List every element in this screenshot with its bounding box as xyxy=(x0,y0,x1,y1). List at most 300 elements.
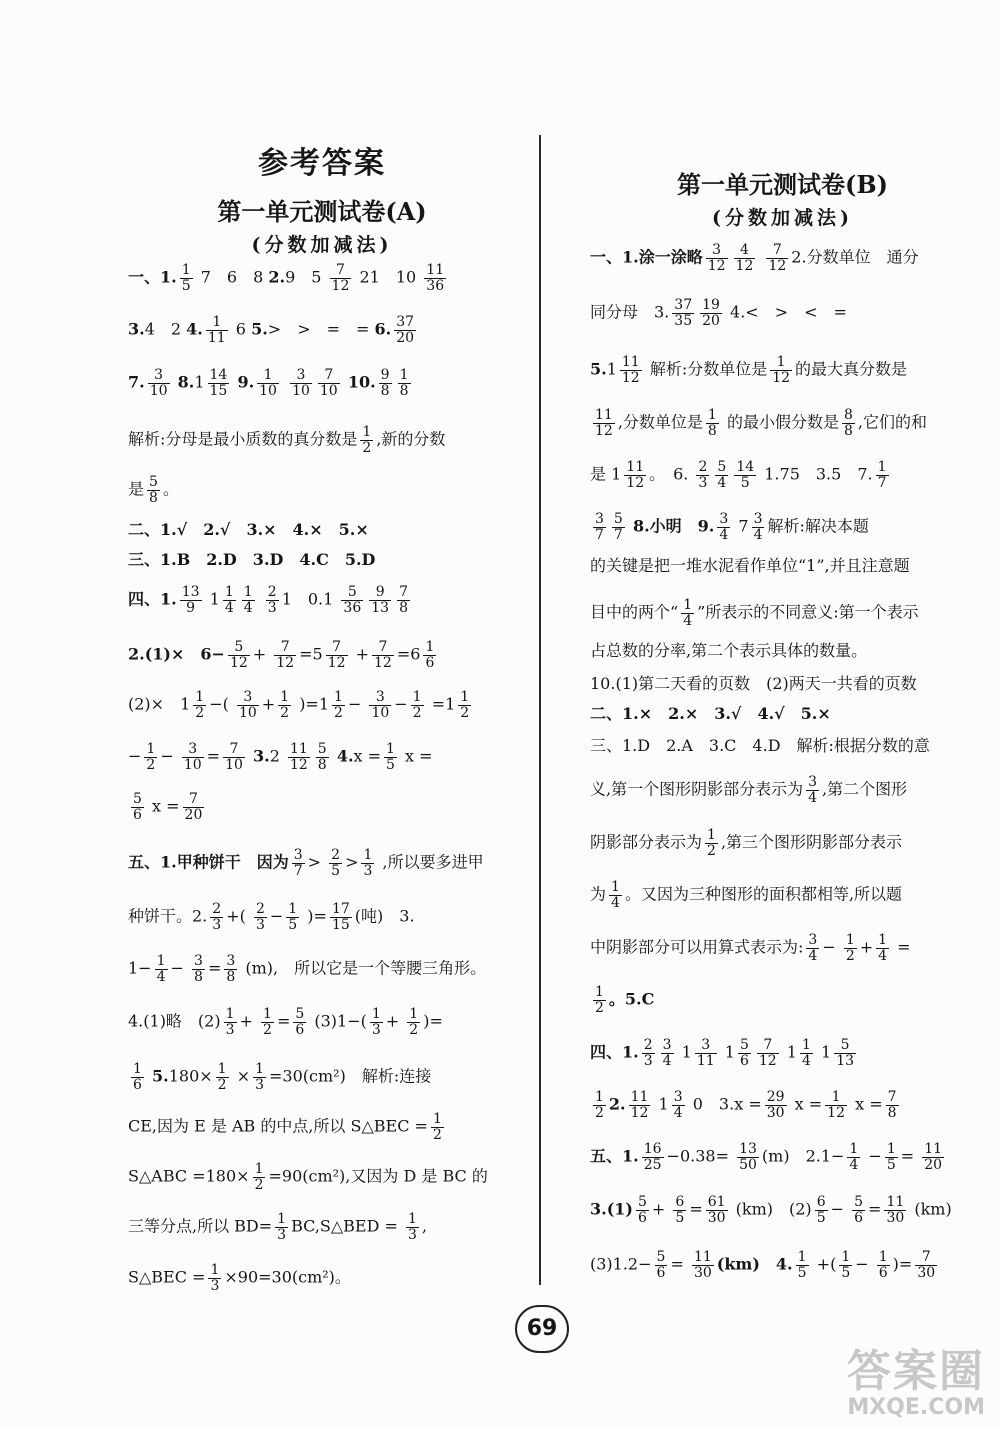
denominator: 12 xyxy=(331,277,350,294)
numerator: 1 xyxy=(181,262,191,278)
answer-text: − xyxy=(160,746,174,766)
answer-line xyxy=(128,1212,427,1242)
answer-text: 3. xyxy=(252,746,270,766)
fraction xyxy=(884,1195,906,1225)
answer-text: 种饼干。2. xyxy=(128,906,208,926)
answer-text: 是 xyxy=(128,479,145,499)
denominator: 6 xyxy=(295,1021,305,1038)
answer-line xyxy=(590,1142,947,1172)
answer-text: 6. xyxy=(374,319,392,339)
denominator: 3 xyxy=(698,474,708,491)
answer-text: = xyxy=(276,1011,291,1031)
numerator: 1 xyxy=(225,1006,235,1022)
denominator: 36 xyxy=(426,277,445,294)
fraction xyxy=(330,263,352,293)
fraction xyxy=(316,742,329,772)
numerator: 7 xyxy=(223,742,245,758)
answer-line xyxy=(590,243,919,273)
denominator: 6 xyxy=(854,1209,864,1226)
denominator: 3 xyxy=(255,916,265,933)
fraction xyxy=(180,263,193,293)
denominator: 8 xyxy=(380,382,390,399)
denominator: 7 xyxy=(595,526,604,543)
denominator: 20 xyxy=(396,329,415,346)
answer-text: + xyxy=(859,937,874,957)
denominator: 4 xyxy=(243,599,253,616)
numerator: 11 xyxy=(289,741,308,757)
denominator: 2 xyxy=(432,1126,442,1143)
answer-line xyxy=(590,828,902,858)
fraction xyxy=(182,742,204,772)
numerator: 1 xyxy=(849,1141,859,1157)
answer-text: 5. xyxy=(590,359,607,379)
numerator: 7 xyxy=(274,640,296,656)
answer-text: + xyxy=(385,1011,400,1031)
answer-text: 三等分点,所以 BD= xyxy=(128,1216,273,1236)
answer-line xyxy=(590,1250,940,1280)
fraction xyxy=(131,792,144,822)
denominator: 3 xyxy=(363,862,373,879)
answer-text: (km) xyxy=(914,1199,952,1219)
answer-line xyxy=(590,985,654,1015)
fraction xyxy=(661,1038,674,1068)
fraction xyxy=(757,1038,779,1068)
denominator: 9 xyxy=(186,599,196,616)
numerator: 1 xyxy=(877,459,887,475)
numerator: 1 xyxy=(409,1006,419,1022)
numerator: 11 xyxy=(626,459,645,475)
denominator: 6 xyxy=(425,654,435,671)
numerator: 2 xyxy=(255,901,265,917)
denominator: 5 xyxy=(797,1264,807,1281)
denominator: 25 xyxy=(643,1156,662,1173)
numerator: 1 xyxy=(280,689,290,705)
fraction xyxy=(274,640,296,670)
fraction xyxy=(398,368,411,398)
fraction xyxy=(384,742,397,772)
answer-text: × xyxy=(236,1066,251,1086)
denominator: 11 xyxy=(207,329,226,346)
numerator: 1 xyxy=(707,827,716,843)
answer-text: )= xyxy=(423,1011,443,1031)
answer-line xyxy=(128,792,207,822)
answer-text: 解析:分母是最小质数的真分数是 xyxy=(128,429,358,449)
answer-line xyxy=(590,933,911,963)
numerator: 3 xyxy=(226,953,236,969)
answer-text: 4 2 xyxy=(144,319,182,339)
answer-text: S△ABC =180× xyxy=(128,1166,250,1186)
denominator: 12 xyxy=(827,1104,845,1121)
numerator: 1 xyxy=(210,1262,220,1278)
fraction xyxy=(329,848,342,878)
numerator: 1 xyxy=(845,932,855,948)
watermark-logo xyxy=(805,1335,985,1420)
numerator: 6 xyxy=(816,1194,826,1210)
answer-text: (2)× 1 xyxy=(128,694,191,714)
fraction xyxy=(224,954,237,984)
numerator: 1 xyxy=(770,355,792,371)
answer-line xyxy=(128,315,419,345)
numerator: 37 xyxy=(396,314,415,330)
denominator: 10 xyxy=(319,382,338,399)
numerator: 5 xyxy=(228,640,250,656)
denominator: 12 xyxy=(229,654,248,671)
fraction xyxy=(180,585,202,615)
numerator: 2 xyxy=(643,1037,653,1053)
answer-text: BC,S△BED = xyxy=(291,1216,398,1236)
denominator: 8 xyxy=(843,422,853,439)
fraction xyxy=(922,1142,944,1172)
numerator: 4 xyxy=(734,243,756,259)
numerator: 1 xyxy=(399,367,409,383)
fraction xyxy=(192,954,205,984)
fraction xyxy=(624,460,646,490)
denominator: 6 xyxy=(133,1076,142,1093)
answer-text: 1− xyxy=(128,958,152,978)
fraction xyxy=(705,828,718,858)
numerator: 1 xyxy=(683,597,693,613)
numerator: 1 xyxy=(371,1006,381,1022)
answer-text: + xyxy=(355,644,370,664)
answer-line xyxy=(590,298,847,328)
denominator: 2 xyxy=(707,842,716,859)
fraction xyxy=(423,640,436,670)
numerator: 3 xyxy=(369,690,391,706)
answer-text: CE,因为 E 是 AB 的中点,所以 S△BEC = xyxy=(128,1116,428,1136)
answer-line: 占总数的分率,第二个表示具体的数量。 xyxy=(590,641,868,660)
fraction xyxy=(734,243,756,273)
answer-text: − xyxy=(347,694,362,714)
fraction xyxy=(411,690,424,720)
fraction xyxy=(696,460,709,490)
fraction xyxy=(361,848,374,878)
numerator: 1 xyxy=(243,584,253,600)
answer-text: 8. xyxy=(177,372,195,392)
denominator: 12 xyxy=(626,474,645,491)
fraction xyxy=(593,408,615,438)
denominator: 12 xyxy=(595,422,613,439)
denominator: 2 xyxy=(280,704,290,721)
answer-text: 五、1. xyxy=(590,1146,639,1166)
answer-text: − xyxy=(128,746,142,766)
numerator: 17 xyxy=(331,901,350,917)
denominator: 4 xyxy=(683,612,693,629)
answer-line: 的关键是把一堆水泥看作单位“1”,并且注意题 xyxy=(590,556,910,575)
denominator: 5 xyxy=(386,756,395,773)
answer-line xyxy=(128,640,439,670)
numerator: 1 xyxy=(412,689,422,705)
numerator: 61 xyxy=(707,1194,726,1210)
test-b-title: 第一单元测试卷(B) xyxy=(677,170,888,199)
answer-text: x = xyxy=(353,746,382,766)
answer-text: =30(cm²) 解析:连接 xyxy=(269,1066,432,1086)
denominator: 2 xyxy=(195,704,205,721)
denominator: 5 xyxy=(181,277,191,294)
denominator: 20 xyxy=(184,806,203,823)
fraction xyxy=(642,1038,655,1068)
answer-line xyxy=(128,690,474,720)
numerator: 11 xyxy=(595,407,613,423)
fraction xyxy=(431,1112,444,1142)
fraction xyxy=(360,425,373,455)
denominator: 6 xyxy=(739,1052,749,1069)
numerator: 1 xyxy=(707,407,717,423)
answer-line xyxy=(590,1195,952,1225)
numerator: 1 xyxy=(595,1089,604,1105)
numerator: 5 xyxy=(133,791,142,807)
answer-text: 一、1. xyxy=(128,267,177,287)
denominator: 3 xyxy=(267,599,277,616)
answer-text: 。 xyxy=(162,479,179,499)
page-number: 69 xyxy=(515,1305,569,1353)
answer-text: − xyxy=(822,937,836,957)
numerator: 1 xyxy=(254,1161,264,1177)
answer-text: 同分母 3. xyxy=(590,302,670,322)
fraction xyxy=(341,585,363,615)
answer-line: 三、1.D 2.A 3.C 4.D 解析:根据分数的意 xyxy=(590,736,930,755)
numerator: 6 xyxy=(675,1194,685,1210)
answer-text: 1 xyxy=(606,359,617,379)
fraction xyxy=(706,1195,728,1225)
answer-line: 10.(1)第二天看的页数 (2)两天一共看的页数 xyxy=(590,674,917,693)
numerator: 11 xyxy=(693,1249,712,1265)
numerator: 3 xyxy=(237,690,259,706)
denominator: 3 xyxy=(643,1052,653,1069)
denominator: 30 xyxy=(693,1264,712,1281)
fraction xyxy=(876,460,889,490)
denominator: 5 xyxy=(841,1264,851,1281)
answer-line xyxy=(590,598,919,628)
numerator: 2 xyxy=(698,459,708,475)
numerator: 7 xyxy=(757,1038,779,1054)
answer-text: 6 xyxy=(235,319,246,339)
denominator: 3 xyxy=(212,916,222,933)
fraction xyxy=(131,1062,144,1092)
answer-text: 为 xyxy=(590,884,607,904)
answer-text: = xyxy=(206,746,221,766)
test-b-subtitle: (分数加减法) xyxy=(712,207,853,229)
answer-text: 7. xyxy=(128,372,145,392)
answer-text: )=1 xyxy=(299,694,330,714)
numerator: 29 xyxy=(766,1089,785,1105)
fraction xyxy=(224,1007,237,1037)
fraction xyxy=(278,690,291,720)
answer-text: S△BEC = xyxy=(128,1267,206,1287)
denominator: 35 xyxy=(674,312,693,329)
fraction xyxy=(288,742,310,772)
answer-line xyxy=(128,475,179,505)
denominator: 3 xyxy=(277,1226,287,1243)
answer-line xyxy=(128,425,445,455)
numerator: 1 xyxy=(334,689,343,705)
fraction xyxy=(261,1007,274,1037)
numerator: 5 xyxy=(317,741,327,757)
denominator: 12 xyxy=(758,1052,777,1069)
numerator: 7 xyxy=(766,243,788,259)
answer-text: −( xyxy=(209,694,229,714)
numerator: 5 xyxy=(149,474,158,490)
fraction xyxy=(332,690,345,720)
numerator: 7 xyxy=(915,1250,937,1266)
answer-text: 是 1 xyxy=(590,464,622,484)
numerator: 3 xyxy=(695,1038,717,1054)
numerator: 5 xyxy=(656,1249,666,1265)
fraction xyxy=(844,933,857,963)
fraction xyxy=(877,1250,890,1280)
denominator: 7 xyxy=(613,526,623,543)
answer-text: 四、1. xyxy=(128,589,177,609)
numerator: 9 xyxy=(380,367,390,383)
fraction xyxy=(228,640,250,670)
answer-text: 5. xyxy=(251,319,268,339)
answer-text: ,第二个图形 xyxy=(822,779,908,799)
answer-text: +( xyxy=(226,906,246,926)
watermark-text: 答案圈 xyxy=(847,1346,985,1397)
fraction xyxy=(406,1212,419,1242)
denominator: 8 xyxy=(226,968,236,985)
numerator: 1 xyxy=(878,1249,888,1265)
denominator: 2 xyxy=(362,439,372,456)
answer-text: ×90=30(cm²)。 xyxy=(224,1267,351,1287)
fraction xyxy=(266,585,279,615)
fraction xyxy=(839,1250,852,1280)
fraction xyxy=(155,954,168,984)
answer-text: x = xyxy=(405,746,433,766)
fraction xyxy=(369,585,391,615)
fraction xyxy=(148,368,170,398)
denominator: 12 xyxy=(707,257,726,274)
answer-text: 1 xyxy=(681,1042,692,1062)
fraction xyxy=(876,933,889,963)
answer-line: 二、1.× 2.× 3.√ 4.√ 5.× xyxy=(590,704,831,723)
answer-text: 的最大真分数是 xyxy=(795,359,908,379)
denominator: 12 xyxy=(735,257,754,274)
answer-line xyxy=(590,880,902,910)
numerator: 3 xyxy=(290,368,312,384)
answer-text: 0 3. xyxy=(692,1094,735,1114)
denominator: 50 xyxy=(739,1156,757,1173)
denominator: 2 xyxy=(146,756,156,773)
answer-text: 7 6 8 xyxy=(200,267,264,287)
fraction xyxy=(885,1142,898,1172)
numerator: 8 xyxy=(843,407,853,423)
denominator: 2 xyxy=(412,704,422,721)
answer-text: ,第三个图形阴影部分表示 xyxy=(720,832,903,852)
numerator: 11 xyxy=(630,1089,649,1105)
fraction xyxy=(237,690,259,720)
fraction xyxy=(915,1250,937,1280)
answer-text: 四、1. xyxy=(590,1042,639,1062)
answer-text: )= xyxy=(307,906,327,926)
fraction xyxy=(593,1090,606,1120)
denominator: 30 xyxy=(886,1209,905,1226)
denominator: 4 xyxy=(662,1052,672,1069)
numerator: 7 xyxy=(183,792,205,808)
fraction xyxy=(706,243,728,273)
answer-line xyxy=(590,775,907,805)
fraction xyxy=(692,1250,714,1280)
fraction xyxy=(242,585,255,615)
test-a-subtitle: (分数加减法) xyxy=(251,234,393,256)
answer-text: 阴影部分表示为 xyxy=(590,832,703,852)
answer-text: 9. xyxy=(237,372,255,392)
denominator: 10 xyxy=(183,756,202,773)
answer-text: x = xyxy=(855,1094,883,1114)
fraction xyxy=(293,1007,306,1037)
answer-text: 10. xyxy=(347,372,376,392)
fraction xyxy=(290,368,312,398)
answer-text: 。又因为三种图形的面积都相等,所以题 xyxy=(624,884,903,904)
fraction xyxy=(636,1195,649,1225)
answer-text: =6 xyxy=(396,644,421,664)
numerator: 19 xyxy=(702,297,720,313)
denominator: 2 xyxy=(460,704,470,721)
watermark-url: MXQE.COM xyxy=(847,1395,985,1420)
fraction xyxy=(593,512,606,542)
answer-text: =5 xyxy=(299,644,323,664)
numerator: 2 xyxy=(331,847,341,863)
numerator: 5 xyxy=(341,585,363,601)
numerator: 1 xyxy=(146,741,156,757)
numerator: 3 xyxy=(673,1089,683,1105)
denominator: 8 xyxy=(399,599,408,616)
denominator: 12 xyxy=(630,1104,649,1121)
answer-text: − xyxy=(868,1146,882,1166)
denominator: 13 xyxy=(836,1052,855,1069)
test-a-title: 第一单元测试卷(A) xyxy=(217,197,427,226)
numerator: 3 xyxy=(808,932,818,948)
denominator: 2 xyxy=(595,999,604,1016)
numerator: 1 xyxy=(801,1037,811,1053)
numerator: 1 xyxy=(386,741,395,757)
denominator: 4 xyxy=(849,1156,859,1173)
numerator: 3 xyxy=(719,511,729,527)
numerator: 5 xyxy=(854,1194,864,1210)
numerator: 1 xyxy=(432,1111,442,1127)
answer-text: +( xyxy=(816,1254,837,1274)
fraction xyxy=(765,1090,787,1120)
fraction xyxy=(407,1007,420,1037)
fraction xyxy=(183,792,205,822)
numerator: 1 xyxy=(257,368,279,384)
fraction xyxy=(737,1142,759,1172)
answer-text: 2.分数单位 通分 xyxy=(791,247,919,267)
fraction xyxy=(609,880,622,910)
denominator: 2 xyxy=(595,1104,604,1121)
fraction xyxy=(326,640,348,670)
answer-text: − xyxy=(170,958,184,978)
numerator: 16 xyxy=(643,1141,662,1157)
answer-text: − xyxy=(855,1254,869,1274)
fraction xyxy=(275,1212,288,1242)
answer-line: 二、1.√ 2.√ 3.× 4.× 5.× xyxy=(128,520,369,539)
fraction xyxy=(847,1142,860,1172)
denominator: 3 xyxy=(210,1277,220,1294)
fraction xyxy=(292,848,305,878)
answer-text: 9 5 xyxy=(285,267,322,287)
answer-text: = xyxy=(868,1199,882,1219)
numerator: 1 xyxy=(425,639,435,655)
fraction xyxy=(193,690,206,720)
numerator: 7 xyxy=(887,1089,897,1105)
fraction xyxy=(734,460,756,490)
denominator: 12 xyxy=(768,257,787,274)
answer-line: 三、1.B 2.D 3.D 4.C 5.D xyxy=(128,550,376,569)
numerator: 3 xyxy=(293,847,303,863)
answer-text: x = xyxy=(734,1094,762,1114)
denominator: 10 xyxy=(371,704,390,721)
denominator: 30 xyxy=(766,1104,785,1121)
